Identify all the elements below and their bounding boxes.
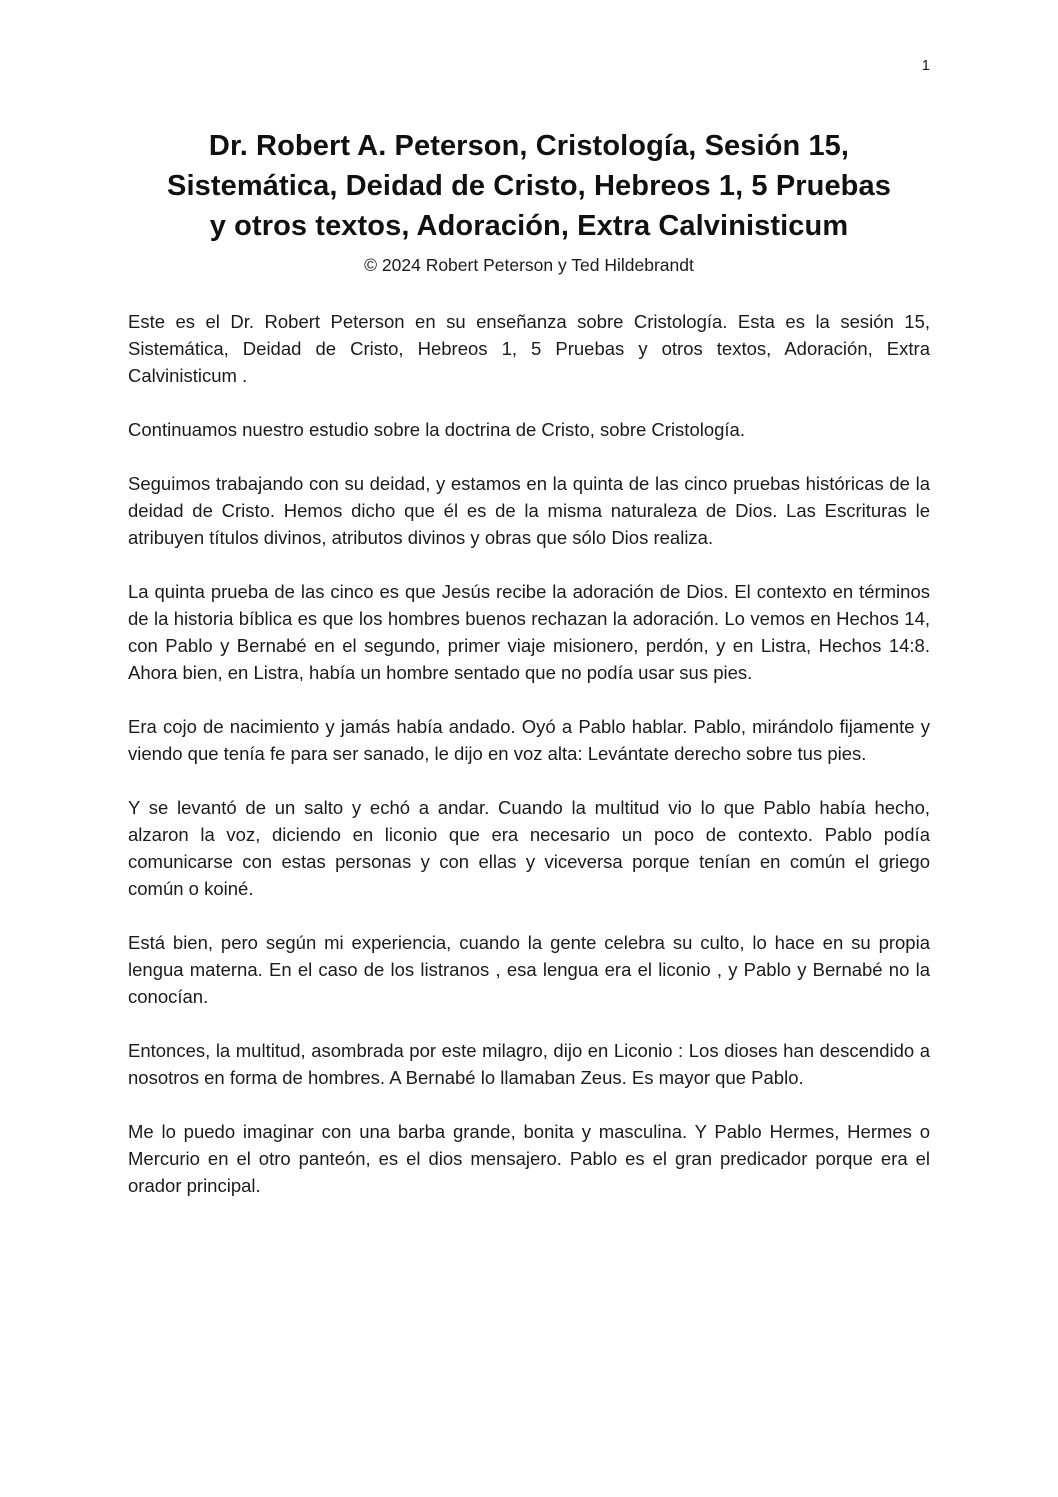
paragraph-8: Entonces, la multitud, asombrada por este milagro, dijo en Liconio : Los dioses han descendido a nosotros en forma de hombres. A Bernabé lo llamaban Zeus. Es mayor que Pablo.	[128, 1040, 930, 1088]
paragraph-9: Me lo puedo imaginar con una barba grande, bonita y masculina. Y Pablo Hermes, Hermes o Mercurio en el otro panteón, es el dios mensajero. Pablo es el gran predicador porque era el orador principal.	[128, 1121, 930, 1196]
paragraph-6: Y se levantó de un salto y echó a andar. Cuando la multitud vio lo que Pablo había hecho, alzaron la voz, diciendo en liconio que era necesario un poco de contexto. Pablo podía comunicarse con estas personas y con ellas y viceversa porque tenían en común el griego común o koiné.	[128, 797, 930, 899]
document-body	[128, 308, 930, 1199]
title-line-3: y otros textos, Adoración, Extra Calvinisticum	[209, 210, 849, 242]
paragraph-2: Continuamos nuestro estudio sobre la doctrina de Cristo, sobre Cristología.	[128, 419, 745, 440]
document-title	[128, 126, 930, 246]
paragraph-3: Seguimos trabajando con su deidad, y estamos en la quinta de las cinco pruebas históricas de la deidad de Cristo. Hemos dicho que él es de la misma naturaleza de Dios. Las Escrituras le atribuyen títulos divinos, atributos divinos y obras que sólo Dios realiza.	[128, 473, 930, 548]
paragraph-5: Era cojo de nacimiento y jamás había andado. Oyó a Pablo hablar. Pablo, mirándolo fijamente y viendo que tenía fe para ser sanado, le dijo en voz alta: Levántate derecho sobre tus pies.	[128, 716, 930, 764]
paragraph-4: La quinta prueba de las cinco es que Jesús recibe la adoración de Dios. El contexto en términos de la historia bíblica es que los hombres buenos rechazan la adoración. Lo vemos en Hechos 14, con Pablo y Bernabé en el segundo, primer viaje misionero, perdón, y en Listra, Hechos 14:8. Ahora bien, en Listra, había un hombre sentado que no podía usar sus pies.	[128, 581, 930, 683]
paragraph-1: Este es el Dr. Robert Peterson en su enseñanza sobre Cristología. Esta es la sesión 15, Sistemática, Deidad de Cristo, Hebreos 1, 5 Pruebas y otros textos, Adoración, Extra Calvinisticum .	[128, 311, 930, 386]
title-line-2: Sistemática, Deidad de Cristo, Hebreos 1, 5 Pruebas	[167, 170, 891, 202]
page-number: 1	[921, 57, 930, 74]
copyright-line: © 2024 Robert Peterson y Ted Hildebrandt	[364, 255, 694, 275]
title-line-1: Dr. Robert A. Peterson, Cristología, Sesión 15,	[208, 130, 850, 162]
paragraph-7: Está bien, pero según mi experiencia, cuando la gente celebra su culto, lo hace en su propia lengua materna. En el caso de los listranos , esa lengua era el liconio , y Pablo y Bernabé no la conocían.	[128, 932, 930, 1007]
